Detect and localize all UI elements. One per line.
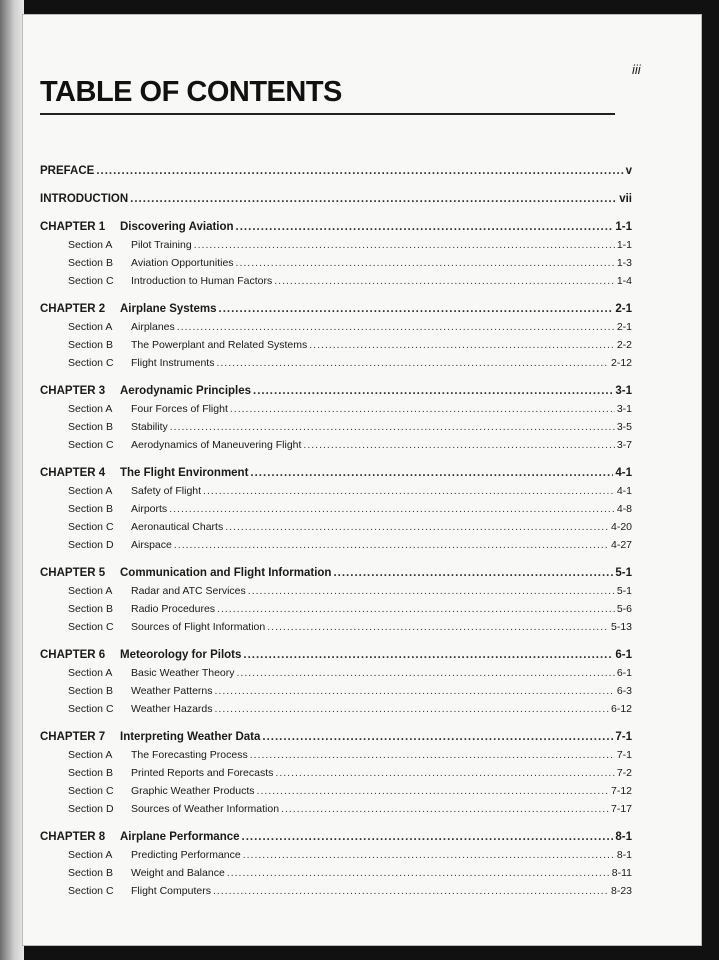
dot-leader (174, 539, 609, 551)
section-title: Weather Patterns (131, 685, 213, 697)
section-label: Section B (68, 503, 113, 515)
dot-leader (236, 257, 615, 269)
dot-leader (130, 193, 617, 205)
section-title: Radio Procedures (131, 603, 216, 615)
entry-page-number: 2-1 (615, 303, 632, 315)
entry-page-number: 4-20 (610, 521, 632, 533)
dot-leader (267, 621, 609, 633)
entry-page-number: 6-12 (610, 703, 632, 715)
toc-section-entry (40, 767, 632, 785)
entry-page-number: 2-2 (616, 339, 632, 351)
chapter-title: Communication and Flight Information (120, 567, 332, 579)
toc-section-entry (40, 603, 632, 621)
toc-section-entry (40, 357, 632, 375)
section-title: Introduction to Human Factors (131, 275, 273, 287)
dot-leader (257, 785, 609, 797)
dot-leader (250, 749, 615, 761)
dot-leader (216, 357, 609, 369)
entry-page-number: 7-2 (616, 767, 632, 779)
page-title: TABLE OF CONTENTS (40, 76, 342, 108)
chapter-label: CHAPTER 6 (40, 649, 106, 661)
chapter-title: Airplane Performance (120, 831, 240, 843)
section-title: Printed Reports and Forecasts (131, 767, 274, 779)
section-title: The Forecasting Process (131, 749, 248, 761)
section-label: Section A (68, 403, 113, 415)
entry-page-number: 3-5 (616, 421, 632, 433)
section-title: Airplanes (131, 321, 175, 333)
section-title: Aeronautical Charts (131, 521, 224, 533)
dot-leader (333, 567, 613, 579)
dot-leader (275, 767, 614, 779)
toc-section-entry (40, 849, 632, 867)
dot-leader (236, 221, 614, 233)
dot-leader (217, 603, 615, 615)
chapter-label: CHAPTER 4 (40, 467, 106, 479)
section-label: Section C (68, 275, 114, 287)
section-label: Section B (68, 867, 113, 879)
chapter-label: CHAPTER 7 (40, 731, 106, 743)
dot-leader (274, 275, 615, 287)
section-label: Section C (68, 703, 114, 715)
section-title: Graphic Weather Products (131, 785, 255, 797)
toc-chapter-entry (40, 649, 632, 667)
section-title: Safety of Flight (131, 485, 202, 497)
toc-section-entry (40, 667, 632, 685)
title-rule (40, 113, 615, 115)
toc-section-entry (40, 439, 632, 457)
chapter-title: Meteorology for Pilots (120, 649, 242, 661)
chapter-title: Interpreting Weather Data (120, 731, 261, 743)
toc-section-entry (40, 803, 632, 821)
dot-leader (227, 867, 610, 879)
dot-leader (309, 339, 615, 351)
section-title: Aerodynamics of Maneuvering Flight (131, 439, 302, 451)
toc-chapter-entry (40, 731, 632, 749)
entry-page-number: 8-1 (615, 831, 632, 843)
toc-chapter-entry (40, 221, 632, 239)
chapter-label: CHAPTER 3 (40, 385, 106, 397)
entry-page-number: 5-13 (610, 621, 632, 633)
dot-leader (262, 731, 613, 743)
section-title: Flight Instruments (131, 357, 215, 369)
dot-leader (213, 885, 609, 897)
chapter-title: PREFACE (40, 165, 95, 177)
section-title: Predicting Performance (131, 849, 241, 861)
section-label: Section B (68, 421, 113, 433)
dot-leader (215, 685, 615, 697)
toc-section-entry (40, 585, 632, 603)
entry-page-number: 5-1 (616, 585, 632, 597)
dot-leader (242, 831, 614, 843)
entry-page-number: 1-1 (616, 239, 632, 251)
toc-section-entry (40, 621, 632, 639)
section-title: Airspace (131, 539, 172, 551)
toc-section-entry (40, 275, 632, 293)
chapter-title: Discovering Aviation (120, 221, 234, 233)
toc-section-entry (40, 885, 632, 903)
dot-leader (250, 467, 613, 479)
section-title: Basic Weather Theory (131, 667, 235, 679)
section-label: Section A (68, 749, 113, 761)
entry-page-number: 6-1 (615, 649, 632, 661)
toc-chapter-entry (40, 567, 632, 585)
toc-section-entry (40, 503, 632, 521)
toc-section-entry (40, 403, 632, 421)
toc-section-entry (40, 749, 632, 767)
toc-section-entry (40, 339, 632, 357)
section-title: Airports (131, 503, 168, 515)
chapter-label: CHAPTER 5 (40, 567, 106, 579)
section-label: Section C (68, 357, 114, 369)
toc-section-entry (40, 703, 632, 721)
entry-page-number: 7-17 (610, 803, 632, 815)
entry-page-number: v (625, 165, 632, 177)
entry-page-number: 5-1 (615, 567, 632, 579)
toc-section-entry (40, 685, 632, 703)
section-label: Section A (68, 849, 113, 861)
section-title: Weather Hazards (131, 703, 213, 715)
chapter-label: CHAPTER 8 (40, 831, 106, 843)
section-title: Four Forces of Flight (131, 403, 228, 415)
toc-chapter-entry (40, 303, 632, 321)
dot-leader (243, 849, 615, 861)
entry-page-number: 6-3 (616, 685, 632, 697)
section-label: Section A (68, 321, 113, 333)
entry-page-number: 4-27 (610, 539, 632, 551)
chapter-label: CHAPTER 2 (40, 303, 106, 315)
chapter-label: CHAPTER 1 (40, 221, 106, 233)
toc-section-entry (40, 867, 632, 885)
dot-leader (203, 485, 615, 497)
toc-section-entry (40, 785, 632, 803)
toc-section-entry (40, 239, 632, 257)
page-number: iii (632, 62, 641, 77)
entry-page-number: 6-1 (616, 667, 632, 679)
entry-page-number: 4-8 (616, 503, 632, 515)
toc-chapter-entry (40, 385, 632, 403)
section-title: Radar and ATC Services (131, 585, 246, 597)
dot-leader (96, 165, 623, 177)
section-label: Section C (68, 521, 114, 533)
entry-page-number: 3-1 (615, 385, 632, 397)
dot-leader (237, 667, 615, 679)
section-label: Section A (68, 239, 113, 251)
dot-leader (194, 239, 615, 251)
entry-page-number: 5-6 (616, 603, 632, 615)
dot-leader (230, 403, 615, 415)
dot-leader (219, 303, 614, 315)
section-label: Section D (68, 539, 114, 551)
section-label: Section C (68, 621, 114, 633)
section-title: Flight Computers (131, 885, 211, 897)
section-title: Weight and Balance (131, 867, 225, 879)
entry-page-number: 4-1 (615, 467, 632, 479)
entry-page-number: 8-11 (611, 867, 632, 879)
entry-page-number: 3-7 (616, 439, 632, 451)
section-label: Section B (68, 339, 113, 351)
dot-leader (248, 585, 615, 597)
entry-page-number: 1-4 (616, 275, 632, 287)
section-label: Section B (68, 603, 113, 615)
chapter-title: The Flight Environment (120, 467, 249, 479)
toc-section-entry (40, 257, 632, 275)
section-label: Section A (68, 585, 113, 597)
section-label: Section C (68, 785, 114, 797)
dot-leader (225, 521, 609, 533)
toc-chapter-entry (40, 831, 632, 849)
entry-page-number: 3-1 (616, 403, 632, 415)
toc-chapter-entry (40, 467, 632, 485)
dot-leader (215, 703, 609, 715)
section-title: Pilot Training (131, 239, 192, 251)
section-title: Sources of Flight Information (131, 621, 266, 633)
section-label: Section D (68, 803, 114, 815)
dot-leader (177, 321, 615, 333)
dot-leader (281, 803, 609, 815)
section-title: Sources of Weather Information (131, 803, 280, 815)
entry-page-number: 1-1 (615, 221, 632, 233)
entry-page-number: 7-12 (610, 785, 632, 797)
table-of-contents (40, 165, 632, 903)
entry-page-number: 8-23 (610, 885, 632, 897)
entry-page-number: 4-1 (616, 485, 632, 497)
section-title: Stability (131, 421, 168, 433)
toc-section-entry (40, 485, 632, 503)
dot-leader (170, 421, 615, 433)
toc-section-entry (40, 421, 632, 439)
entry-page-number: 2-1 (616, 321, 632, 333)
section-label: Section B (68, 685, 113, 697)
toc-section-entry (40, 539, 632, 557)
chapter-title: Airplane Systems (120, 303, 217, 315)
entry-page-number: 2-12 (610, 357, 632, 369)
dot-leader (303, 439, 614, 451)
entry-page-number: 7-1 (615, 731, 632, 743)
section-label: Section A (68, 667, 113, 679)
entry-page-number: vii (619, 193, 632, 205)
toc-chapter-entry (40, 193, 632, 211)
dot-leader (243, 649, 613, 661)
entry-page-number: 8-1 (616, 849, 632, 861)
section-label: Section B (68, 257, 113, 269)
section-label: Section C (68, 439, 114, 451)
toc-section-entry (40, 321, 632, 339)
dot-leader (169, 503, 615, 515)
toc-chapter-entry (40, 165, 632, 183)
section-label: Section C (68, 885, 114, 897)
dot-leader (253, 385, 613, 397)
section-title: Aviation Opportunities (131, 257, 234, 269)
entry-page-number: 7-1 (616, 749, 632, 761)
entry-page-number: 1-3 (616, 257, 632, 269)
book-page (22, 14, 702, 946)
section-label: Section B (68, 767, 113, 779)
toc-section-entry (40, 521, 632, 539)
section-label: Section A (68, 485, 113, 497)
section-title: The Powerplant and Related Systems (131, 339, 308, 351)
chapter-title: Aerodynamic Principles (120, 385, 252, 397)
chapter-title: INTRODUCTION (40, 193, 129, 205)
book-binding (0, 0, 24, 960)
